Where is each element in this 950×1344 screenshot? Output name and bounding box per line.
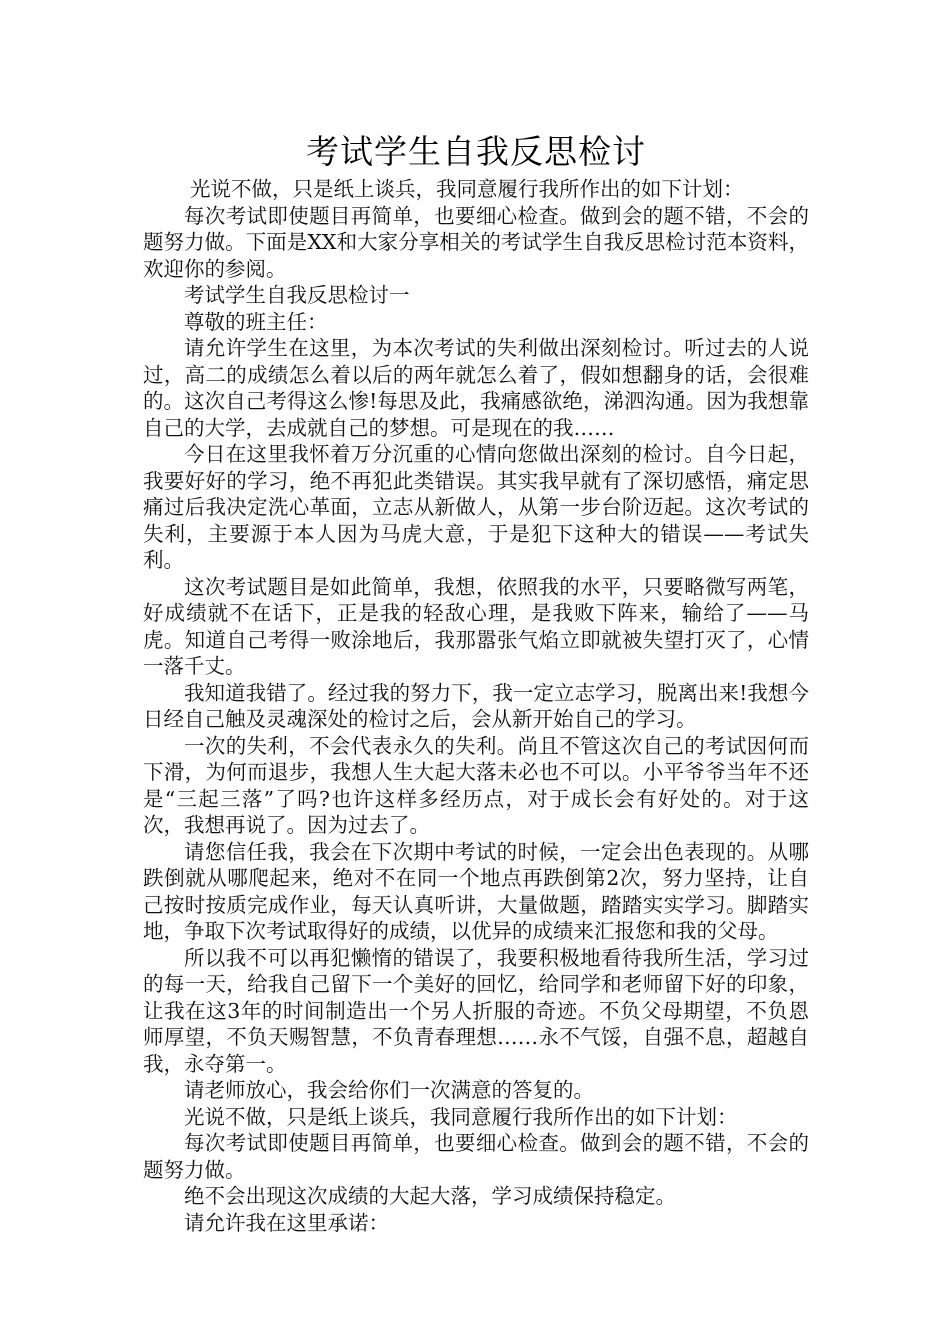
paragraph-9: 一次的失利，不会代表永久的失利。尚且不管这次自己的考试因何而下滑，为何而退步，我想人生大起大落未必也不可以。小平爷爷当年不还是“三起三落”了吗?也许这样多经历点，对于成长会有好处的。对于这次，我想再说了。因为过去了。 — [143, 733, 809, 837]
paragraph-14: 每次考试即使题目再简单，也要细心检查。做到会的题不错，不会的题努力做。 — [143, 1131, 809, 1182]
paragraph-1: 光说不做，只是纸上谈兵，我同意履行我所作出的如下计划： — [190, 177, 744, 201]
section-heading: 考试学生自我反思检讨一 — [184, 283, 410, 307]
paragraph-15: 绝不会出现这次成绩的大起大落，学习成绩保持稳定。 — [184, 1184, 676, 1208]
document-page — [143, 128, 809, 1236]
paragraph-16: 请允许我在这里承诺： — [184, 1210, 389, 1235]
salutation: 尊敬的班主任： — [184, 309, 328, 334]
paragraph-7: 这次考试题目是如此简单，我想，依照我的水平，只要略微写两笔，好成绩就不在话下，正是我的轻敌心理，是我败下阵来，输给了——马虎。知道自己考得一败涂地后，我那嚣张气焰立即就被失望打灭了，心情一落千丈。 — [143, 574, 809, 678]
paragraph-11: 所以我不可以再犯懒惰的错误了，我要积极地看待我所生活，学习过的每一天，给我自己留下一个美好的回忆，给同学和老师留下好的印象，让我在这3年的时间制造出一个另人折服的奇迹。不负父母期望，不负恩师厚望，不负天赐智慧，不负青春理想……永不气馁，自强不息，超越自我，永夺第一。 — [143, 945, 809, 1076]
document-title: 考试学生自我反思检讨 — [306, 132, 646, 171]
paragraph-10: 请您信任我，我会在下次期中考试的时候，一定会出色表现的。从哪跌倒就从哪爬起来，绝对不在同一个地点再跌倒第2次，努力坚持，让自己按时按质完成作业，每天认真听讲，大量做题，踏踏实实学习。脚踏实地，争取下次考试取得好的成绩，以优异的成绩来汇报您和我的父母。 — [143, 839, 809, 943]
paragraph-2: 每次考试即使题目再简单，也要细心检查。做到会的题不错，不会的题努力做。下面是XX和大家分享相关的考试学生自我反思检讨范本资料，欢迎你的参阅。 — [143, 203, 809, 281]
paragraph-12: 请老师放心，我会给你们一次满意的答复的。 — [184, 1078, 594, 1102]
paragraph-13: 光说不做，只是纸上谈兵，我同意履行我所作出的如下计划： — [184, 1104, 738, 1129]
paragraph-5: 请允许学生在这里，为本次考试的失利做出深刻检讨。听过去的人说过，高二的成绩怎么着以后的两年就怎么着了，假如想翻身的话，会很难的。这次自己考得这么惨!每思及此，我痛感欲绝，涕泗沟通。因为我想靠自己的大学，去成就自己的梦想。可是现在的我…… — [143, 336, 809, 440]
paragraph-6: 今日在这里我怀着万分沉重的心情向您做出深刻的检讨。自今日起，我要好好的学习，绝不再犯此类错误。其实我早就有了深切感悟，痛定思痛过后我决定洗心革面，立志从新做人，从第一步台阶迈起。这次考试的失利，主要源于本人因为马虎大意，于是犯下这种大的错误——考试失利。 — [143, 442, 809, 572]
paragraph-8: 我知道我错了。经过我的努力下，我一定立志学习，脱离出来!我想今日经自己触及灵魂深处的检讨之后，会从新开始自己的学习。 — [143, 680, 809, 731]
